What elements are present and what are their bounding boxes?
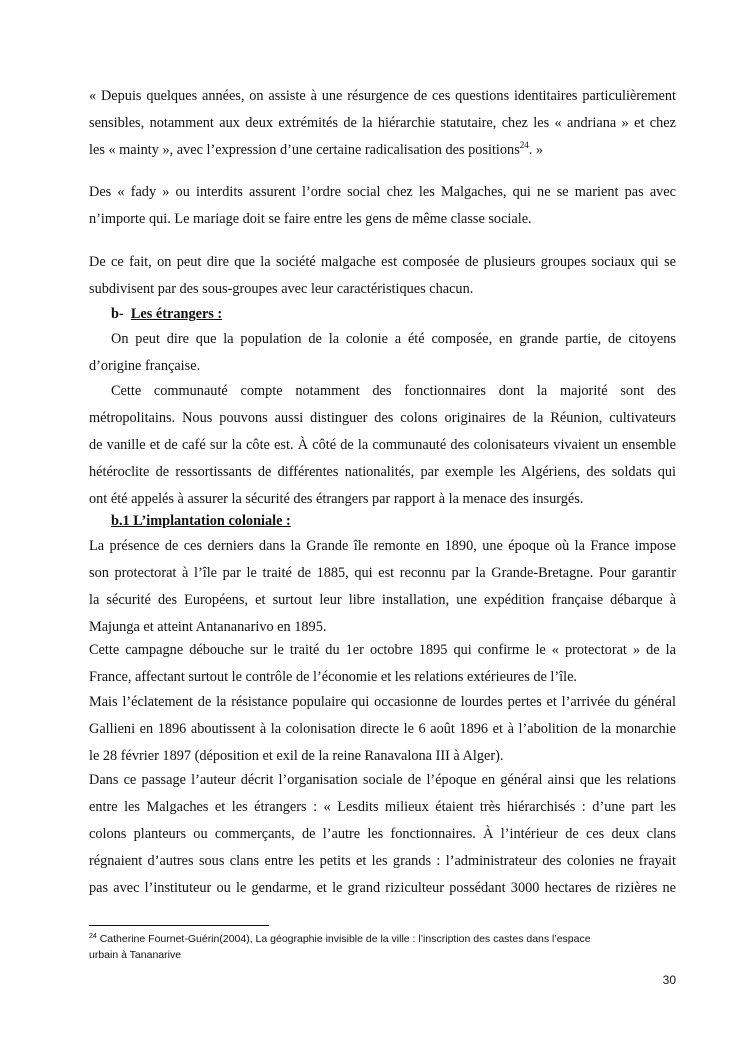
text-line: Cette communauté compte notamment des fonctionnaires dont la majorité sont des	[111, 383, 676, 399]
strangers-paragraph	[89, 326, 676, 380]
fady-paragraph	[89, 179, 676, 233]
text-line: hétéroclite de ressortissants de différentes nationalités, par exemple les Algériens, des soldats qui	[89, 464, 676, 480]
section-heading-b	[89, 301, 676, 328]
author-paragraph	[89, 767, 676, 902]
text-line: subdivisent par des sous-groupes avec leur caractéristiques chacun.	[89, 281, 474, 297]
text-span: les « mainty », avec l’expression d’une certaine radicalisation des positions	[89, 142, 520, 158]
text-line: « Depuis quelques années, on assiste à une résurgence de ces questions identitaires particulièrement	[89, 88, 676, 104]
campaign-paragraph	[89, 637, 676, 691]
footnote-number: 24	[89, 933, 97, 940]
footnote-divider	[89, 925, 269, 926]
section-heading-b1	[89, 508, 676, 535]
text-line: La présence de ces derniers dans la Grande île remonte en 1890, une époque où la France impose	[89, 538, 676, 554]
text-line: France, affectant surtout le contrôle de l’économie et les relations extérieures de l’île.	[89, 669, 578, 685]
community-paragraph	[89, 378, 676, 513]
text-line: sensibles, notamment aux deux extrémités de la hiérarchie statutaire, chez les « andriana » et chez	[89, 115, 676, 131]
quote-paragraph	[89, 83, 676, 164]
text-line: régnaient d’autres sous clans entre les petits et les grands : l’administrateur des colonies ne frayait	[89, 853, 676, 869]
page-number: 30	[662, 973, 676, 987]
text-line: entre les Malgaches et les étrangers : « Lesdits milieux étaient très hiérarchisés : d’une part les	[89, 799, 676, 815]
footnote-line: urbain à Tananarive	[89, 949, 182, 961]
text-line: colons planteurs ou commerçants, de l’autre les fonctionnaires. À l’intérieur de ces deux clans	[89, 826, 676, 842]
text-line: Gallieni en 1896 aboutissent à la colonisation directe le 6 août 1896 et à l’abolition de la monarchie	[89, 721, 676, 737]
text-span: . »	[528, 142, 544, 158]
text-line: Des « fady » ou interdits assurent l’ordre social chez les Malgaches, qui ne se marient pas avec	[89, 184, 676, 200]
footnote-reference[interactable]: 24	[519, 140, 529, 150]
text-line: Mais l’éclatement de la résistance populaire qui occasionne de lourdes pertes et l’arrivée du général	[89, 694, 676, 710]
footnote-text: Catherine Fournet-Guérin(2004), La géographie invisible de la ville : l’inscription des castes dans l’espace	[96, 933, 591, 945]
footnote	[89, 931, 676, 963]
text-line: On peut dire que la population de la colonie a été composée, en grande partie, de citoyens	[111, 331, 676, 347]
footnote-line	[89, 931, 676, 947]
heading-title: b.1 L’implantation coloniale :	[111, 513, 291, 529]
society-paragraph	[89, 249, 676, 303]
heading-title: Les étrangers :	[130, 306, 223, 322]
text-line: ont été appelés à assurer la sécurité des étrangers par rapport à la menace des insurgés.	[89, 491, 584, 507]
text-line: le 28 février 1897 (déposition et exil de la reine Ranavalona III à Alger).	[89, 748, 504, 764]
text-line: Cette campagne débouche sur le traité du 1er octobre 1895 qui confirme le « protectorat » de la	[89, 642, 676, 658]
text-line: n’importe qui. Le mariage doit se faire entre les gens de même classe sociale.	[89, 211, 532, 227]
text-line: Dans ce passage l’auteur décrit l’organisation sociale de l’époque en général ainsi que les relations	[89, 772, 676, 788]
heading-number: b-	[111, 306, 124, 322]
presence-paragraph	[89, 533, 676, 641]
heading-line	[89, 301, 676, 328]
text-line: d’origine française.	[89, 358, 201, 374]
text-line: de vanille et de café sur la côte est. À côté de la communauté des colonisateurs vivaient un ensemble	[89, 437, 676, 453]
resistance-paragraph	[89, 689, 676, 770]
text-line: son protectorat à l’île par le traité de 1885, qui est reconnu par la Grande-Bretagne. Pour garantir	[89, 565, 676, 581]
text-line: De ce fait, on peut dire que la société malgache est composée de plusieurs groupes sociaux qui se	[89, 254, 676, 270]
text-line: pas avec l’instituteur ou le gendarme, et le grand riziculteur possédant 3000 hectares de rizières ne	[89, 880, 676, 896]
text-line: métropolitains. Nous pouvons aussi distinguer des colons originaires de la Réunion, cultivateurs	[89, 410, 676, 426]
text-line	[89, 137, 676, 164]
text-line: la sécurité des Européens, et surtout leur libre installation, une expédition française débarque à	[89, 592, 676, 608]
text-line: Majunga et atteint Antananarivo en 1895.	[89, 619, 327, 635]
